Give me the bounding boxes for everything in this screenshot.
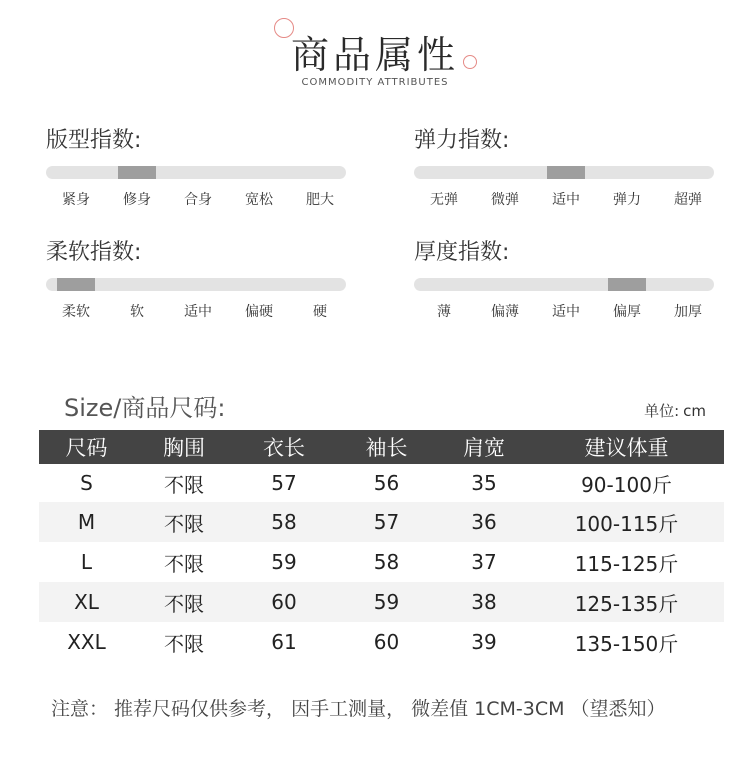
attribute-level-label: 软 <box>130 304 144 320</box>
table-cell: 58 <box>373 550 400 574</box>
attribute-scale-marker <box>547 166 585 179</box>
table-cell: 61 <box>271 630 297 654</box>
attribute-levels <box>414 301 714 321</box>
table-cell: 100-115斤 <box>529 502 724 542</box>
table-cell: 135-150斤 <box>574 631 679 656</box>
attribute-scale-marker <box>608 278 646 291</box>
table-cell: 不限 <box>164 631 204 656</box>
attribute-level-label: 合身 <box>184 192 212 208</box>
table-cell: 90-100斤 <box>581 472 672 497</box>
table-row <box>39 622 724 662</box>
attribute-level-label: 肥大 <box>306 192 334 208</box>
table-cell: 57 <box>271 471 297 495</box>
unit-label: 单位: <box>644 402 680 420</box>
attribute-levels <box>46 301 346 321</box>
table-cell: 不限 <box>134 502 234 542</box>
measurement-note: 注意： 推荐尺码仅供参考， 因手工测量， 微差值 1CM-3CM （望悉知） <box>51 698 666 720</box>
column-header: 衣长 <box>234 430 334 464</box>
attribute-level-label: 无弹 <box>430 192 458 208</box>
attribute-level-label: 修身 <box>123 192 151 208</box>
table-cell: XXL <box>67 630 106 654</box>
table-row <box>39 464 724 502</box>
attribute-level-label: 硬 <box>313 304 327 320</box>
page-header <box>0 14 750 94</box>
table-cell: 56 <box>373 471 400 495</box>
table-cell: 37 <box>471 550 497 574</box>
attribute-level-label: 超弹 <box>674 192 702 208</box>
attribute-level-label: 适中 <box>184 304 212 320</box>
table-cell: 60 <box>373 630 400 654</box>
table-header-row <box>39 430 724 464</box>
table-row <box>39 502 724 542</box>
table-cell: 不限 <box>164 551 204 576</box>
attribute-levels <box>414 189 714 209</box>
attribute-level-label: 加厚 <box>674 304 702 320</box>
page-subtitle: COMMODITY ATTRIBUTES <box>301 77 449 88</box>
table-row <box>39 542 724 582</box>
table-cell: M <box>39 502 134 542</box>
column-header: 尺码 <box>39 430 134 464</box>
column-header: 胸围 <box>134 430 234 464</box>
attribute-title: 柔软指数: <box>46 240 142 265</box>
attribute-level-label: 偏硬 <box>245 304 273 320</box>
attribute-level-label: 微弹 <box>491 192 519 208</box>
table-cell: 36 <box>439 502 529 542</box>
attribute-fit <box>46 126 346 209</box>
table-cell: 57 <box>334 502 439 542</box>
table-cell: 38 <box>439 582 529 622</box>
table-cell: 59 <box>271 550 297 574</box>
table-cell: 125-135斤 <box>529 582 724 622</box>
attribute-softness <box>46 238 346 321</box>
column-header: 建议体重 <box>529 430 724 464</box>
attribute-levels <box>46 189 346 209</box>
attribute-title: 弹力指数: <box>414 128 510 153</box>
attribute-level-label: 适中 <box>552 304 580 320</box>
size-table <box>39 430 724 662</box>
table-cell: 39 <box>471 630 497 654</box>
attribute-title: 版型指数: <box>46 128 142 153</box>
size-chart-title: Size/商品尺码: <box>64 394 226 422</box>
attribute-level-label: 偏薄 <box>491 304 519 320</box>
attribute-level-label: 弹力 <box>613 192 641 208</box>
table-cell: S <box>80 471 93 495</box>
attribute-scale-bar <box>414 166 714 179</box>
size-chart-unit <box>644 400 710 421</box>
table-cell: 35 <box>471 471 497 495</box>
attribute-level-label: 紧身 <box>62 192 90 208</box>
attribute-level-label: 适中 <box>552 192 580 208</box>
table-cell: XL <box>39 582 134 622</box>
page-title: 商品属性 <box>290 33 459 77</box>
table-cell: 58 <box>234 502 334 542</box>
attribute-elasticity <box>414 126 714 209</box>
attribute-scale-bar <box>46 166 346 179</box>
table-cell: 不限 <box>134 582 234 622</box>
attribute-scale-bar <box>414 278 714 291</box>
unit-value: cm <box>683 402 706 420</box>
attribute-scale-marker <box>118 166 156 179</box>
attribute-thickness <box>414 238 714 321</box>
attribute-level-label: 偏厚 <box>613 304 641 320</box>
table-cell: 115-125斤 <box>574 551 679 576</box>
attribute-level-label: 薄 <box>437 304 451 320</box>
table-row <box>39 582 724 622</box>
decorative-circle-icon <box>463 55 477 69</box>
attribute-title: 厚度指数: <box>414 240 510 265</box>
attribute-scale-marker <box>57 278 95 291</box>
table-cell: 不限 <box>164 472 204 497</box>
table-cell: L <box>80 550 93 574</box>
attribute-level-label: 柔软 <box>62 304 90 320</box>
column-header: 袖长 <box>334 430 439 464</box>
attribute-scale-bar <box>46 278 346 291</box>
table-cell: 59 <box>334 582 439 622</box>
table-cell: 60 <box>234 582 334 622</box>
attribute-level-label: 宽松 <box>245 192 273 208</box>
column-header: 肩宽 <box>439 430 529 464</box>
